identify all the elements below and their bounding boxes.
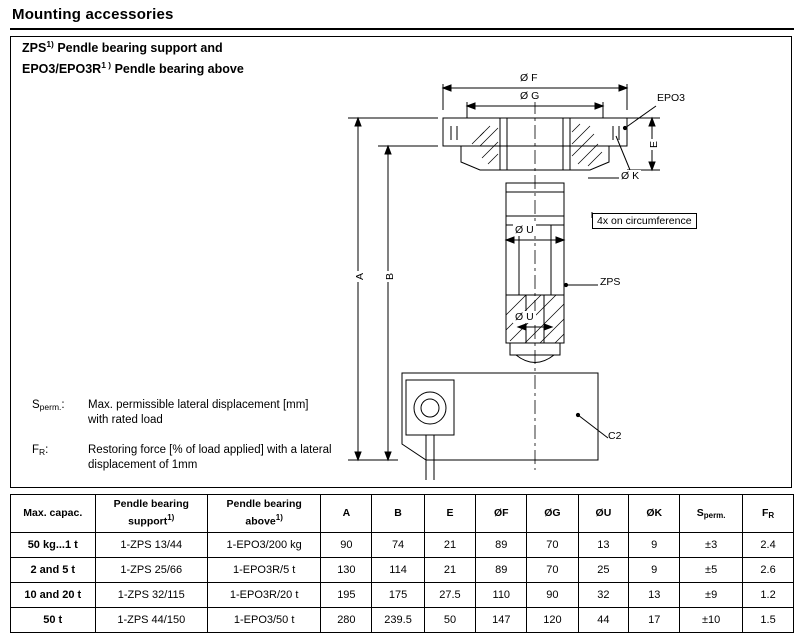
- cell-f-r: 1.5: [743, 607, 794, 632]
- col-header-e: E: [424, 495, 476, 533]
- col-header-s-subscript: perm.: [703, 510, 726, 520]
- col-header-above-text: Pendle bearing above: [226, 498, 302, 528]
- cell-capacity: 50 t: [11, 607, 96, 632]
- cell-e: 27.5: [424, 582, 476, 607]
- cell-b: 114: [372, 557, 424, 582]
- cell-support: 1-ZPS 32/115: [95, 582, 208, 607]
- cell-s-perm: ±10: [680, 607, 743, 632]
- figure-heading-line-1: [22, 36, 244, 57]
- col-header-s-perm: [680, 495, 743, 533]
- cell-b: 74: [372, 532, 424, 557]
- callout-zps: ZPS: [600, 276, 621, 288]
- heading-epo3-rest: Pendle bearing above: [111, 62, 244, 77]
- cell-f-r: 2.4: [743, 532, 794, 557]
- figure-heading-line-2: [22, 57, 244, 78]
- cell-capacity: 50 kg...1 t: [11, 532, 96, 557]
- note-s-perm-key: [32, 398, 65, 413]
- note-f-r-text: Restoring force [% of load applied] with a lateral displacement of 1mm: [88, 444, 332, 471]
- table-body: [11, 532, 794, 632]
- cell-support: 1-ZPS 13/44: [95, 532, 208, 557]
- cell-b: 175: [372, 582, 424, 607]
- cell-dia-g: 70: [527, 557, 578, 582]
- figure-heading: [22, 36, 244, 78]
- callout-circumference: 4x on circumference: [592, 213, 697, 229]
- cell-dia-u: 44: [578, 607, 629, 632]
- specification-table: [10, 494, 794, 633]
- cell-e: 21: [424, 532, 476, 557]
- col-header-dia-k: ØK: [629, 495, 680, 533]
- note-f-r-subscript: R: [39, 447, 46, 457]
- dim-label-dia-k: Ø K: [621, 170, 640, 182]
- col-header-support-footnote: 1): [167, 513, 175, 522]
- cell-above: 1-EPO3/50 t: [208, 607, 321, 632]
- cell-s-perm: ±3: [680, 532, 743, 557]
- cell-b: 239.5: [372, 607, 424, 632]
- col-header-dia-g: ØG: [527, 495, 578, 533]
- cell-dia-f: 110: [476, 582, 527, 607]
- table-row: [11, 557, 794, 582]
- cell-a: 130: [321, 557, 372, 582]
- cell-dia-u: 25: [578, 557, 629, 582]
- cell-support: 1-ZPS 25/66: [95, 557, 208, 582]
- heading-epo3-label: EPO3/EPO3R: [22, 62, 102, 77]
- dim-label-dia-u-upper: Ø U: [515, 224, 534, 236]
- cell-dia-f: 147: [476, 607, 527, 632]
- cell-e: 21: [424, 557, 476, 582]
- cell-above: 1-EPO3R/20 t: [208, 582, 321, 607]
- title-divider: [10, 28, 794, 30]
- dim-label-a: A: [354, 272, 366, 280]
- callout-epo3: EPO3: [657, 92, 686, 104]
- dim-label-b: B: [384, 272, 396, 280]
- heading-epo3-footnote: 1 ): [101, 60, 112, 71]
- col-header-s-symbol: S: [696, 506, 704, 519]
- cell-capacity: 2 and 5 t: [11, 557, 96, 582]
- note-f-r: [32, 443, 352, 473]
- cell-dia-u: 13: [578, 532, 629, 557]
- cell-s-perm: ±5: [680, 557, 743, 582]
- cell-a: 280: [321, 607, 372, 632]
- cell-s-perm: ±9: [680, 582, 743, 607]
- cell-dia-g: 90: [527, 582, 578, 607]
- table-header-row: [11, 495, 794, 533]
- cell-dia-f: 89: [476, 557, 527, 582]
- col-header-pendle-bearing-above: [208, 495, 321, 533]
- note-f-r-symbol: F: [32, 444, 40, 456]
- note-f-r-colon: :: [45, 444, 49, 456]
- note-s-perm-text: Max. permissible lateral displacement [mm] with rated load: [88, 399, 309, 426]
- col-header-dia-f: ØF: [476, 495, 527, 533]
- note-f-r-key: [32, 443, 48, 458]
- cell-dia-k: 13: [629, 582, 680, 607]
- heading-zps-rest: Pendle bearing support and: [53, 41, 223, 56]
- col-header-max-capacity: Max. capac.: [11, 495, 96, 533]
- col-header-a: A: [321, 495, 372, 533]
- dim-label-e: E: [648, 140, 660, 148]
- cell-a: 195: [321, 582, 372, 607]
- cell-dia-u: 32: [578, 582, 629, 607]
- cell-f-r: 2.6: [743, 557, 794, 582]
- table-row: [11, 582, 794, 607]
- dim-label-dia-u-lower: Ø U: [515, 311, 534, 323]
- col-header-f-symbol: F: [761, 506, 769, 519]
- cell-f-r: 1.2: [743, 582, 794, 607]
- heading-zps-footnote: 1): [46, 39, 54, 49]
- col-header-f-r: [743, 495, 794, 533]
- page-title: Mounting accessories: [12, 6, 174, 23]
- heading-zps-label: ZPS: [22, 41, 47, 56]
- cell-dia-g: 120: [527, 607, 578, 632]
- col-header-pendle-bearing-support: [95, 495, 208, 533]
- cell-support: 1-ZPS 44/150: [95, 607, 208, 632]
- note-s-perm-colon: :: [61, 399, 65, 411]
- note-s-perm-subscript: perm.: [39, 402, 62, 412]
- technical-drawing: [330, 40, 785, 480]
- col-header-support-text: Pendle bearing support: [113, 498, 189, 528]
- dim-label-dia-g: Ø G: [520, 90, 540, 102]
- col-header-f-subscript: R: [768, 510, 775, 520]
- cell-above: 1-EPO3/200 kg: [208, 532, 321, 557]
- cell-dia-k: 9: [629, 532, 680, 557]
- drawing-svg: [330, 40, 785, 480]
- cell-dia-f: 89: [476, 532, 527, 557]
- callout-c2: C2: [608, 430, 622, 442]
- note-s-perm-symbol: S: [32, 399, 40, 411]
- cell-a: 90: [321, 532, 372, 557]
- table-row: [11, 607, 794, 632]
- note-s-perm: [32, 398, 332, 428]
- cell-dia-k: 17: [629, 607, 680, 632]
- cell-above: 1-EPO3R/5 t: [208, 557, 321, 582]
- col-header-b: B: [372, 495, 424, 533]
- cell-e: 50: [424, 607, 476, 632]
- col-header-dia-u: ØU: [578, 495, 629, 533]
- col-header-above-footnote: 1): [275, 513, 283, 522]
- cell-dia-g: 70: [527, 532, 578, 557]
- dim-label-dia-f: Ø F: [520, 72, 538, 84]
- cell-dia-k: 9: [629, 557, 680, 582]
- table-row: [11, 532, 794, 557]
- cell-capacity: 10 and 20 t: [11, 582, 96, 607]
